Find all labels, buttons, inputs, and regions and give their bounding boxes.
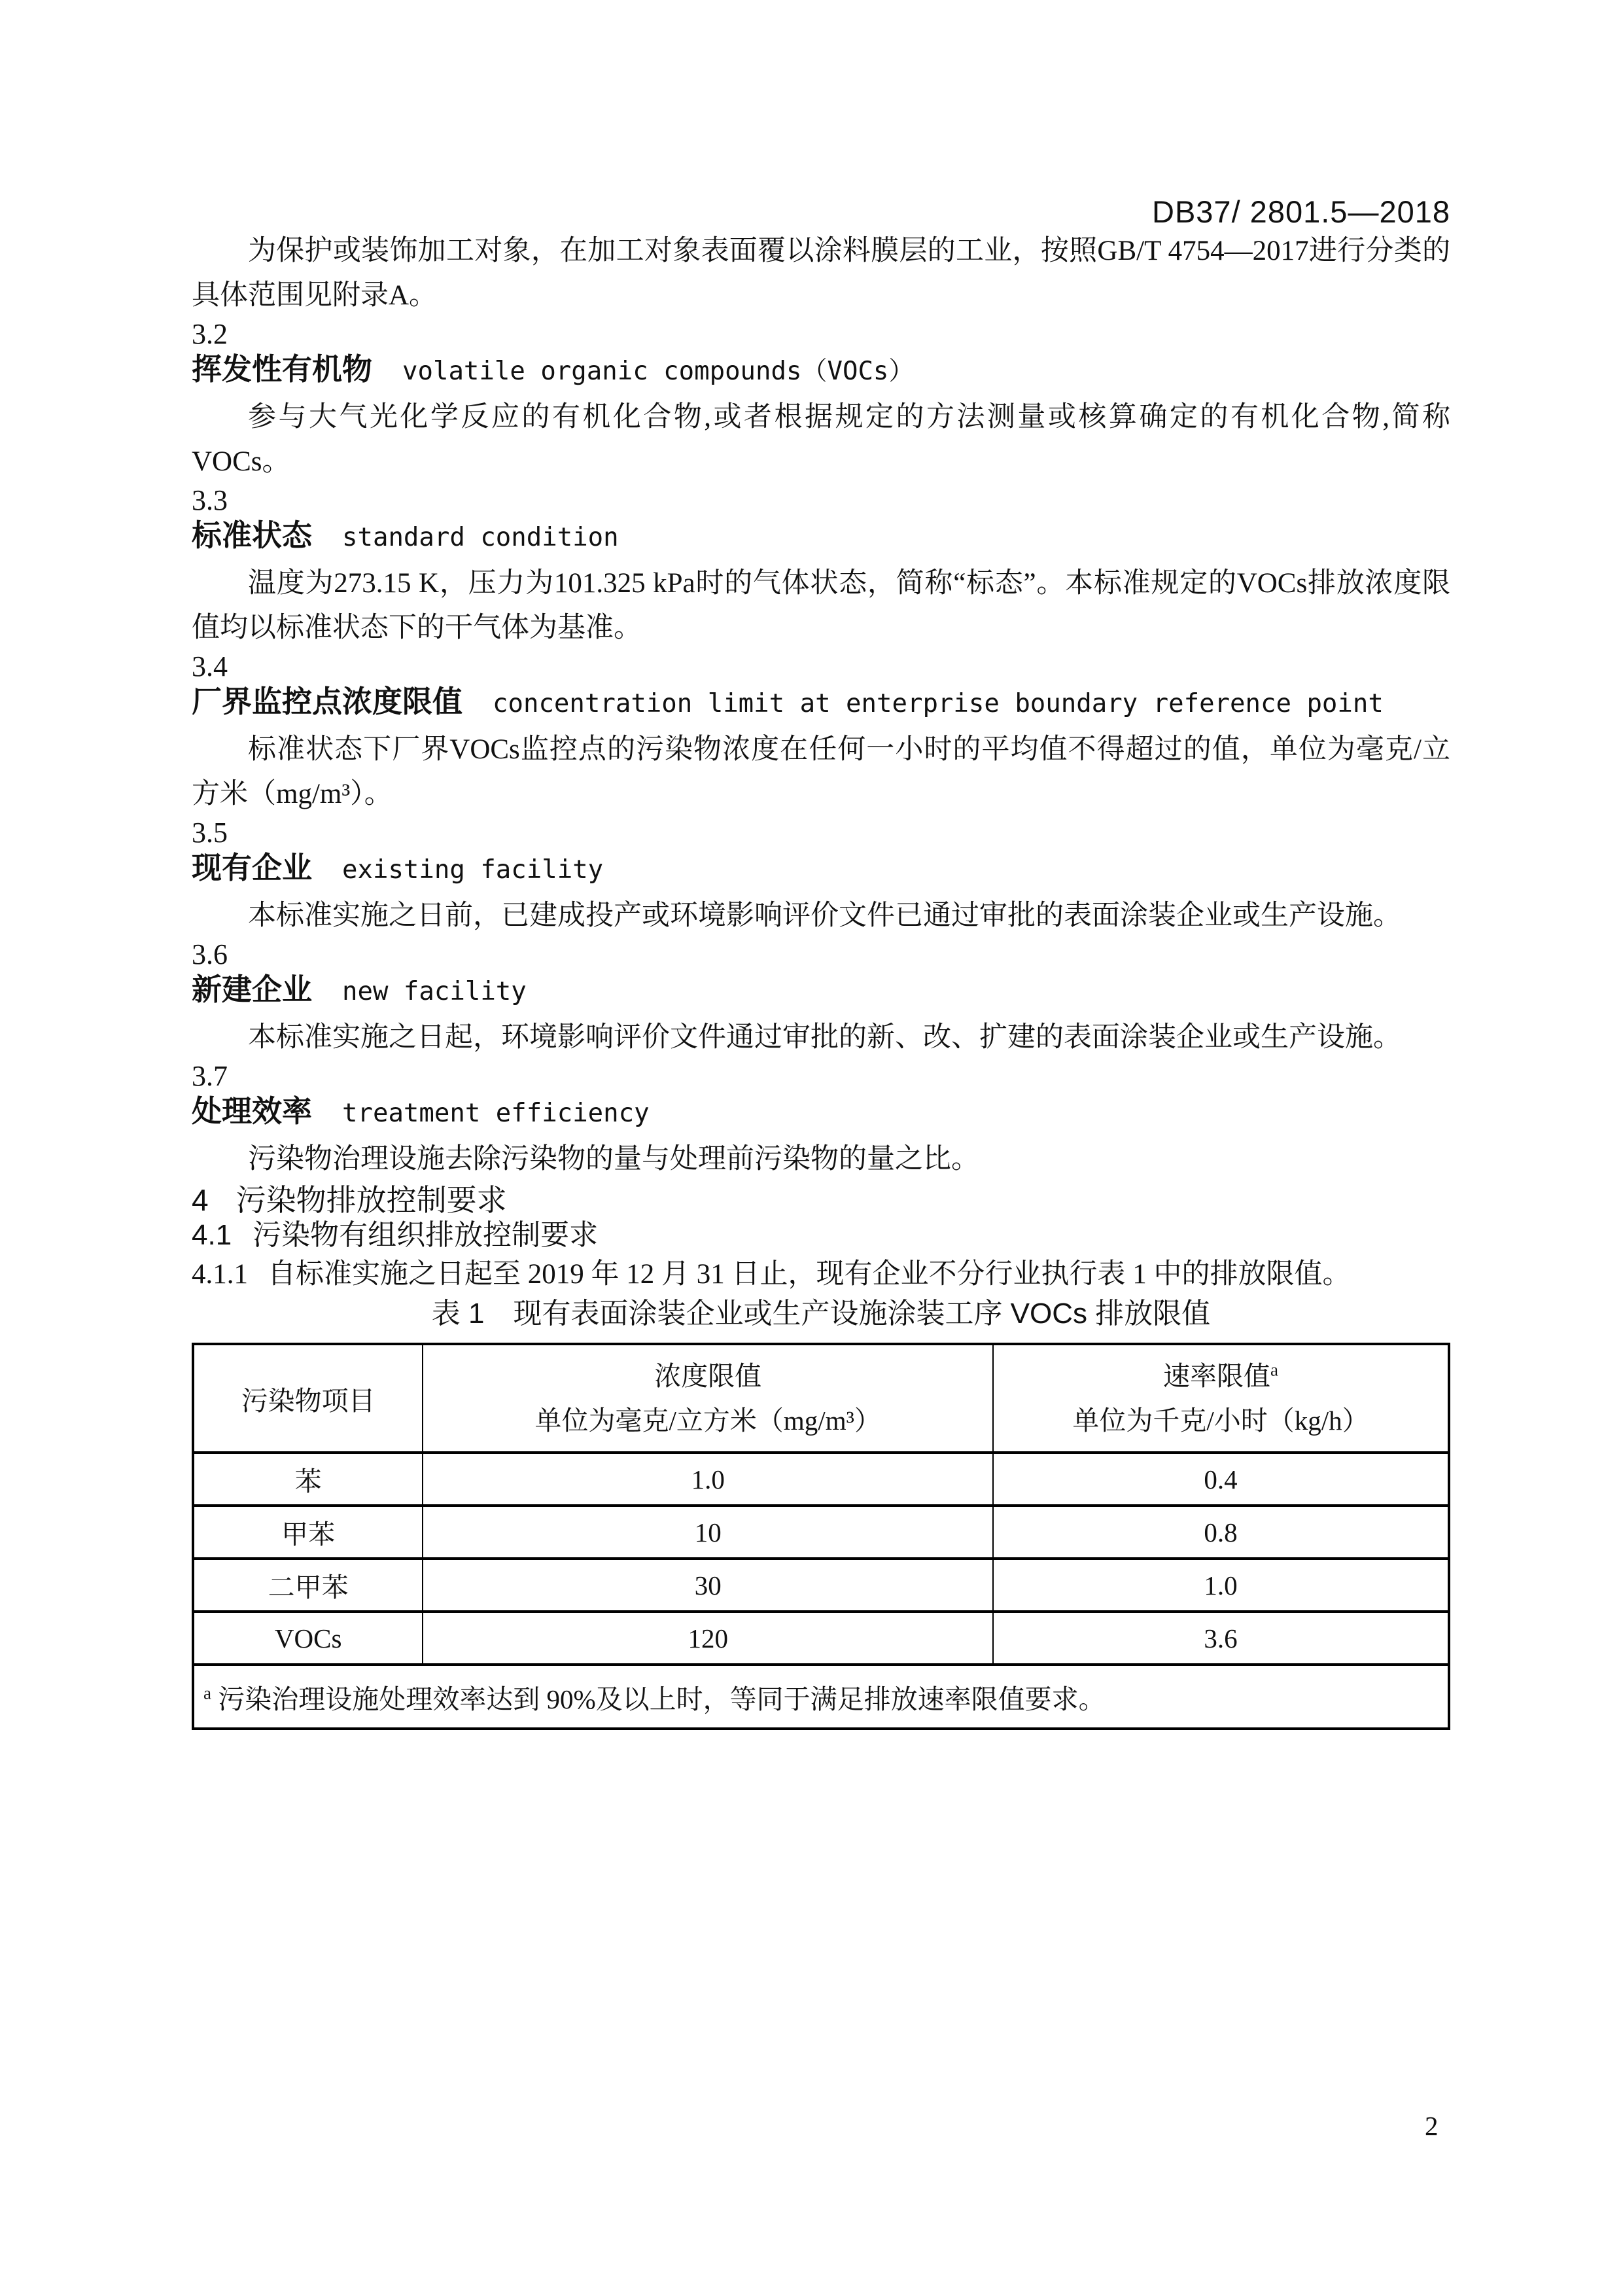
term-title-line	[192, 683, 1450, 728]
term-section-3-3	[192, 484, 1450, 650]
clause-4-1-1-number: 4.1.1	[192, 1259, 248, 1290]
table-row-toluene	[193, 1506, 1449, 1559]
page-number: 2	[1425, 2111, 1439, 2141]
footnote-marker: a	[203, 1682, 211, 1703]
section-4-number: 4	[192, 1183, 209, 1217]
intro-paragraph: 为保护或装饰加工对象，在加工对象表面覆以涂料膜层的工业，按照GB/T 4754—2017进行分类的具体范围见附录A。	[192, 236, 1450, 311]
section-4-1-title: 污染物有组织排放控制要求	[253, 1219, 599, 1251]
rate-value-cell: 0.4	[993, 1453, 1449, 1506]
term-title-en: existing facility	[342, 855, 604, 885]
term-title-line	[192, 849, 1450, 894]
section-number: 3.4	[192, 650, 228, 682]
concentration-value-cell: 30	[423, 1559, 993, 1612]
term-definition: 污染物治理设施去除污染物的量与处理前污染物的量之比。	[248, 1144, 979, 1174]
table-row-benzene	[193, 1453, 1449, 1506]
pollutant-name-cell: 苯	[193, 1453, 423, 1506]
clause-4-1-1-text: 自标准实施之日起至 2019 年 12 月 31 日止，现有企业不分行业执行表 1 中的排放限值。	[268, 1259, 1351, 1290]
term-title-en: concentration limit at enterprise boundary reference point	[493, 689, 1384, 718]
section-number: 3.2	[192, 318, 228, 350]
pollutant-column-header: 污染物项目	[193, 1344, 423, 1453]
rate-limit-footnote-marker: a	[1270, 1360, 1278, 1380]
concentration-value-cell: 10	[423, 1506, 993, 1559]
term-definition: 标准状态下厂界VOCs监控点的污染物浓度在任何一小时的平均值不得超过的值，单位为毫克/立方米（mg/m³）。	[192, 734, 1450, 809]
term-title-en: volatile organic compounds（VOCs）	[402, 357, 915, 386]
term-title-zh: 新建企业	[192, 972, 312, 1006]
rate-limit-unit: 单位为千克/小时（kg/h）	[1072, 1405, 1369, 1436]
term-title-zh: 现有企业	[192, 851, 312, 885]
section-number: 3.6	[192, 938, 228, 970]
term-section-3-7	[192, 1060, 1450, 1182]
section-4-heading	[192, 1182, 1450, 1218]
term-title-line	[192, 517, 1450, 561]
concentration-value-cell: 120	[423, 1612, 993, 1665]
term-title-zh: 标准状态	[192, 518, 312, 552]
concentration-limit-header	[423, 1344, 993, 1453]
term-title-en: standard condition	[342, 523, 619, 552]
section-4-1-heading	[192, 1218, 1450, 1252]
term-title-line	[192, 971, 1450, 1016]
table-row-vocs	[193, 1612, 1449, 1665]
term-title-en: treatment efficiency	[342, 1099, 650, 1128]
concentration-limit-title: 浓度限值	[654, 1361, 762, 1391]
term-title-en: new facility	[342, 977, 527, 1006]
footnote-text: 污染治理设施处理效率达到 90%及以上时，等同于满足排放速率限值要求。	[218, 1684, 1106, 1714]
section-4-1-number: 4.1	[192, 1219, 232, 1251]
term-definition: 温度为273.15 K，压力为101.325 kPa时的气体状态，简称“标态”。本标准规定的VOCs排放浓度限值均以标准状态下的干气体为基准。	[192, 568, 1450, 643]
page-content	[192, 0, 1450, 1730]
term-title-zh: 挥发性有机物	[192, 352, 372, 386]
term-title-line	[192, 1093, 1450, 1137]
rate-limit-header	[993, 1344, 1449, 1453]
section-number: 3.5	[192, 817, 228, 849]
term-section-3-4	[192, 650, 1450, 817]
rate-limit-title: 速率限值$^a$	[1163, 1360, 1278, 1391]
table-footnote	[193, 1665, 1449, 1729]
term-section-3-2	[192, 318, 1450, 484]
term-title-line	[192, 351, 1450, 395]
section-number: 3.7	[192, 1060, 228, 1092]
concentration-limit-unit: 单位为毫克/立方米（mg/m³）	[534, 1405, 881, 1436]
section-number: 3.3	[192, 484, 228, 516]
term-title-zh: 处理效率	[192, 1094, 312, 1128]
clause-4-1-1	[192, 1252, 1450, 1297]
table-footnote-row	[193, 1665, 1449, 1729]
table-1-caption: 表 1 现有表面涂装企业或生产设施涂装工序 VOCs 排放限值	[431, 1298, 1211, 1330]
term-definition: 参与大气光化学反应的有机化合物,或者根据规定的方法测量或核算确定的有机化合物,简称VOCs。	[192, 402, 1450, 477]
table-header-row	[193, 1344, 1449, 1453]
rate-value-cell: 1.0	[993, 1559, 1449, 1612]
term-title-zh: 厂界监控点浓度限值	[192, 684, 462, 718]
vocs-limits-table	[192, 1343, 1450, 1730]
term-section-3-5	[192, 817, 1450, 938]
rate-value-cell: 0.8	[993, 1506, 1449, 1559]
rate-value-cell: 3.6	[993, 1612, 1449, 1665]
pollutant-name-cell: 二甲苯	[193, 1559, 423, 1612]
term-section-3-6	[192, 938, 1450, 1060]
table-row-xylene	[193, 1559, 1449, 1612]
pollutant-name-cell: 甲苯	[193, 1506, 423, 1559]
section-4-title: 污染物排放控制要求	[236, 1183, 507, 1217]
concentration-value-cell: 1.0	[423, 1453, 993, 1506]
pollutant-name-cell: VOCs	[193, 1612, 423, 1665]
doc-code-header: DB37/ 2801.5—2018	[1152, 194, 1450, 229]
term-definition: 本标准实施之日前，已建成投产或环境影响评价文件已通过审批的表面涂装企业或生产设施。	[248, 900, 1401, 931]
term-definition: 本标准实施之日起，环境影响评价文件通过审批的新、改、扩建的表面涂装企业或生产设施。	[248, 1022, 1401, 1053]
